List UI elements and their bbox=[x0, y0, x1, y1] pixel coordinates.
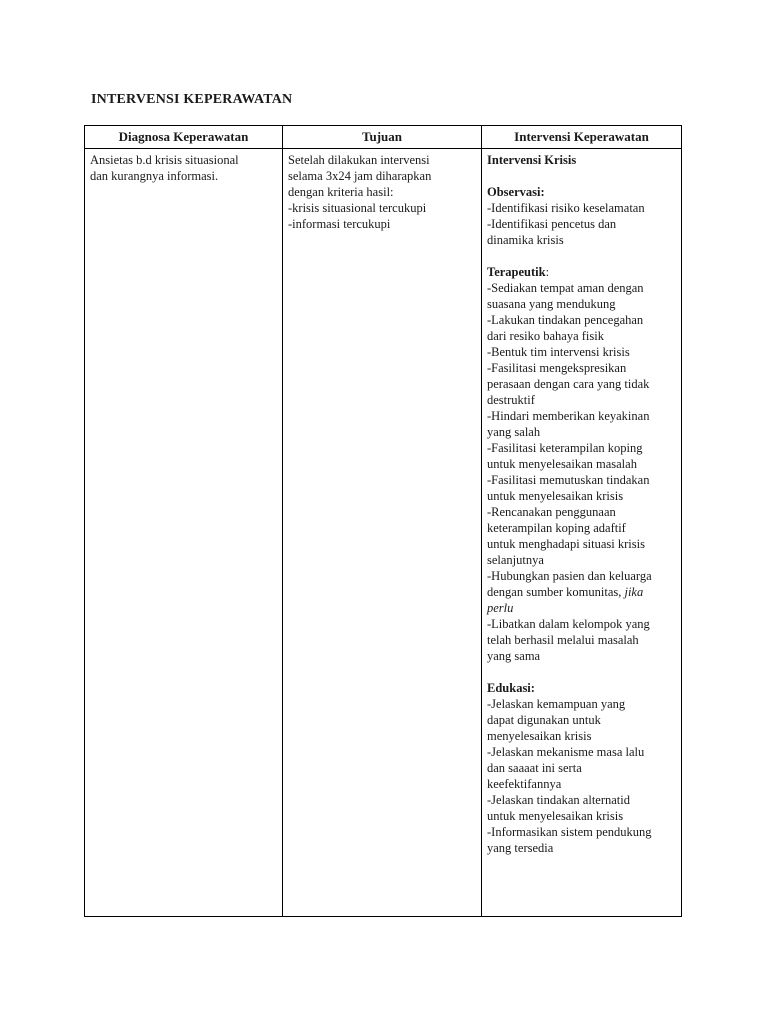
komunitas-text: dengan sumber komunitas, bbox=[487, 585, 625, 599]
edukasi-line: dan saaaat ini serta bbox=[487, 761, 582, 775]
terapeutik-komunitas-line bbox=[487, 584, 676, 600]
tujuan-line: Setelah dilakukan intervensi bbox=[288, 153, 430, 167]
document-title: INTERVENSI KEPERAWATAN bbox=[91, 92, 293, 107]
terapeutik-line: untuk menghadapi situasi krisis bbox=[487, 537, 645, 551]
terapeutik-line: -Rencanakan penggunaan bbox=[487, 505, 616, 519]
terapeutik-line: suasana yang mendukung bbox=[487, 297, 616, 311]
terapeutik-line: -Hindari memberikan keyakinan bbox=[487, 409, 650, 423]
terapeutik-label: Terapeutik bbox=[487, 265, 546, 279]
edukasi-line: -Jelaskan kemampuan yang bbox=[487, 697, 626, 711]
observasi-line: -Identifikasi risiko keselamatan bbox=[487, 201, 645, 215]
tujuan-line: selama 3x24 jam diharapkan bbox=[288, 169, 432, 183]
edukasi-line: menyelesaikan krisis bbox=[487, 729, 592, 743]
terapeutik-line: destruktif bbox=[487, 393, 535, 407]
observasi-line: -Identifikasi pencetus dan bbox=[487, 217, 617, 231]
header-tujuan: Tujuan bbox=[283, 126, 482, 149]
tujuan-line: dengan kriteria hasil: bbox=[288, 185, 394, 199]
terapeutik-label-suffix: : bbox=[545, 265, 550, 279]
terapeutik-line: perasaan dengan cara yang tidak bbox=[487, 377, 650, 391]
terapeutik-line: -Fasilitasi memutuskan tindakan bbox=[487, 473, 650, 487]
terapeutik-label-line bbox=[487, 264, 676, 280]
edukasi-label: Edukasi: bbox=[487, 681, 535, 695]
edukasi-line: yang tersedia bbox=[487, 841, 554, 855]
terapeutik-line: keterampilan koping adaftif bbox=[487, 521, 626, 535]
terapeutik-line: -Fasilitasi keterampilan koping bbox=[487, 441, 643, 455]
edukasi-line: untuk menyelesaikan krisis bbox=[487, 809, 624, 823]
cell-diagnosa bbox=[85, 149, 283, 917]
diagnosa-line: dan kurangnya informasi. bbox=[90, 169, 219, 183]
table-row bbox=[85, 149, 682, 917]
terapeutik-line: -Fasilitasi mengekspresikan bbox=[487, 361, 627, 375]
terapeutik-line: -Bentuk tim intervensi krisis bbox=[487, 345, 630, 359]
edukasi-line: -Jelaskan mekanisme masa lalu bbox=[487, 745, 645, 759]
terapeutik-line: selanjutnya bbox=[487, 553, 544, 567]
cell-intervensi bbox=[482, 149, 682, 917]
header-intervensi: Intervensi Keperawatan bbox=[482, 126, 682, 149]
terapeutik-line: yang sama bbox=[487, 649, 541, 663]
tujuan-line: -krisis situasional tercukupi bbox=[288, 201, 427, 215]
terapeutik-line: -Lakukan tindakan pencegahan bbox=[487, 313, 644, 327]
header-diagnosa: Diagnosa Keperawatan bbox=[85, 126, 283, 149]
terapeutik-line: untuk menyelesaikan masalah bbox=[487, 457, 637, 471]
edukasi-line: keefektifannya bbox=[487, 777, 562, 791]
komunitas-italic-continued: perlu bbox=[487, 601, 514, 615]
observasi-label: Observasi: bbox=[487, 185, 545, 199]
edukasi-line: -Informasikan sistem pendukung bbox=[487, 825, 652, 839]
terapeutik-line: yang salah bbox=[487, 425, 541, 439]
diagnosa-line: Ansietas b.d krisis situasional bbox=[90, 153, 239, 167]
tujuan-line: -informasi tercukupi bbox=[288, 217, 391, 231]
terapeutik-line: -Hubungkan pasien dan keluarga bbox=[487, 569, 652, 583]
table-header-row bbox=[85, 126, 682, 149]
terapeutik-line: dari resiko bahaya fisik bbox=[487, 329, 604, 343]
edukasi-line: dapat digunakan untuk bbox=[487, 713, 601, 727]
terapeutik-line: telah berhasil melalui masalah bbox=[487, 633, 639, 647]
edukasi-line: -Jelaskan tindakan alternatid bbox=[487, 793, 630, 807]
nursing-intervention-table bbox=[84, 125, 682, 917]
terapeutik-line: -Sediakan tempat aman dengan bbox=[487, 281, 644, 295]
intervensi-heading: Intervensi Krisis bbox=[487, 153, 577, 167]
terapeutik-line: -Libatkan dalam kelompok yang bbox=[487, 617, 650, 631]
komunitas-italic: jika bbox=[624, 585, 644, 599]
cell-tujuan bbox=[283, 149, 482, 917]
observasi-line: dinamika krisis bbox=[487, 233, 564, 247]
terapeutik-line: untuk menyelesaikan krisis bbox=[487, 489, 624, 503]
